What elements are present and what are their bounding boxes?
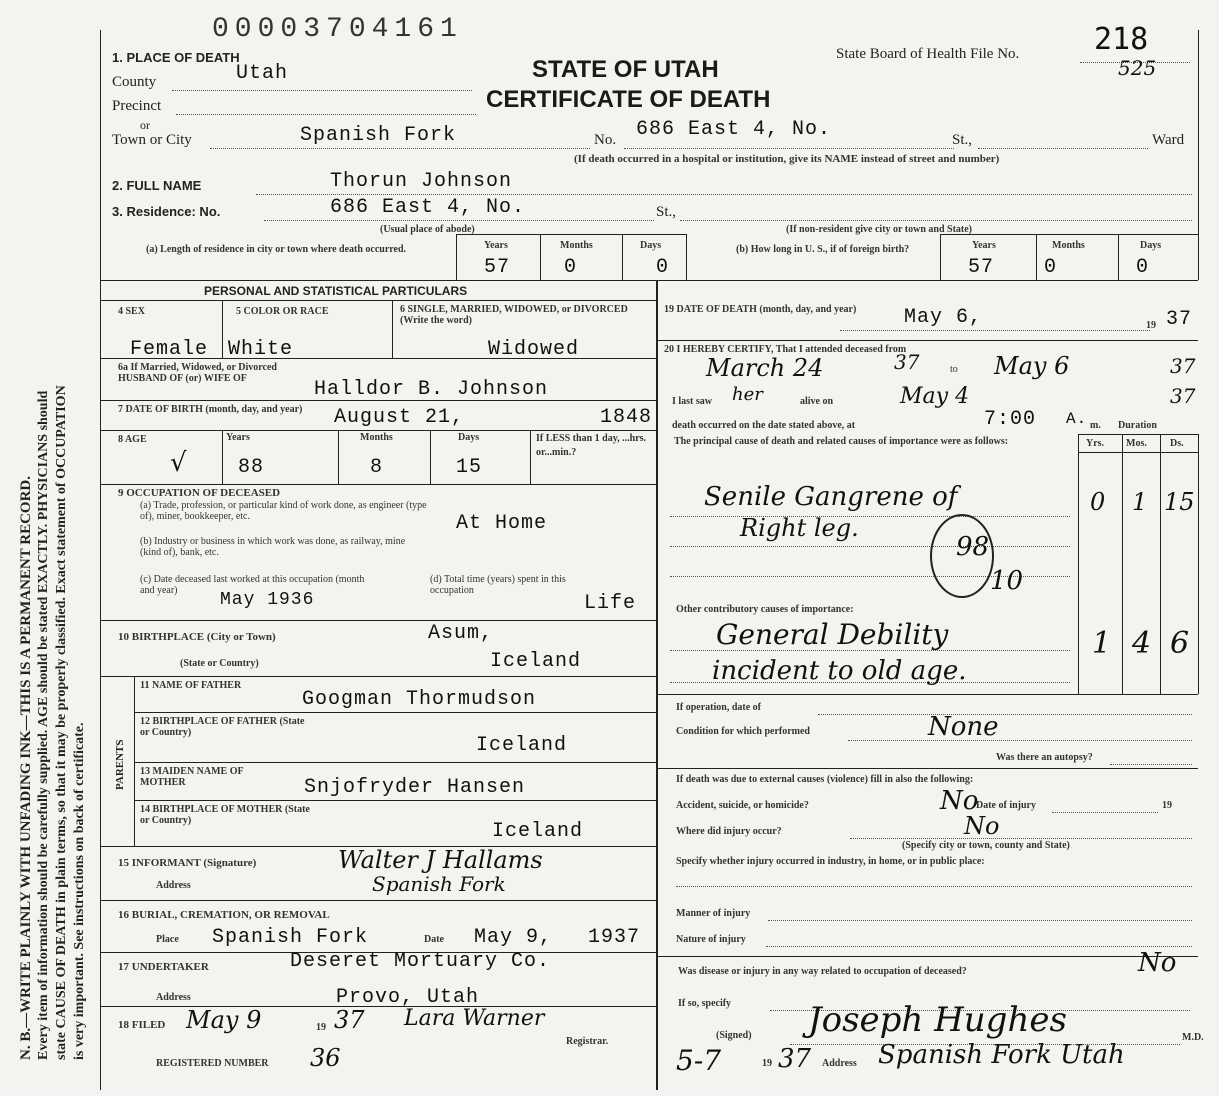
date-of-death-label: 19 DATE OF DEATH (month, day, and year) [664,304,857,315]
us-days-header: Days [1140,240,1162,251]
accident-value: No [940,786,979,816]
attended-to-year: 37 [1170,354,1196,378]
title-certificate: CERTIFICATE OF DEATH [486,86,771,113]
column-divider [656,280,658,1090]
occupation-related-value: No [1138,948,1177,978]
informant-signature: Walter J Hallams [338,846,543,874]
usual-abode-note: (Usual place of abode) [380,224,475,235]
margin-line-3: state CAUSE OF DEATH in plain terms, so that it may be properly classified. Exact statement of OCCUPATION [54,385,69,1060]
autopsy-label: Was there an autopsy? [996,752,1093,763]
physician-address: Spanish Fork Utah [878,1040,1125,1070]
where-injury-label: Where did injury occur? [676,826,782,837]
place-of-death-label: 1. PLACE OF DEATH [112,50,240,65]
us-residence-label: (b) How long in U. S., if of foreign birth? [736,244,910,255]
father-name-label: 11 NAME OF FATHER [140,680,242,691]
town-value: Spanish Fork [300,124,457,147]
alive-on-label: alive on [800,396,834,407]
dod-year-prefix: 19 [1146,320,1156,331]
dob-label: 7 DATE OF BIRTH (month, day, and year) [118,404,303,415]
us-years-header: Years [972,240,996,251]
st-label: St., [952,132,973,148]
undertaker-label: 17 UNDERTAKER [118,961,209,973]
file-number: 218 [1094,22,1149,57]
nature-label: Nature of injury [676,934,746,945]
residence-days: 0 [656,256,670,279]
sex-value: Female [130,338,209,361]
specify-city-note: (Specify city or town, county and State) [902,840,1070,851]
burial-label: 16 BURIAL, CREMATION, OR REMOVAL [118,909,330,921]
mos-header: Mos. [1126,438,1147,449]
marital-value: Widowed [488,338,580,361]
informant-label: 15 INFORMANT (Signature) [118,857,257,869]
serial-number: 00003704161 [212,14,463,45]
duration-label: Duration [1118,420,1157,431]
mother-birthplace: Iceland [492,820,584,843]
birthplace-state-label: (State or Country) [180,658,259,669]
undertaker-value: Deseret Mortuary Co. [290,950,551,973]
last-saw-pronoun: her [732,384,763,405]
contributory-cause-b: incident to old age. [712,656,967,686]
age-months-header: Months [360,432,393,443]
sign-date: 5-7 [676,1044,722,1077]
date-of-death: May 6, [904,306,983,329]
filed-label: 18 FILED [118,1019,166,1031]
filed-year: 37 [334,1006,365,1034]
occupation-d-label: (d) Total time (years) spent in this occupation [430,574,566,596]
father-birthplace-label: 12 BIRTHPLACE OF FATHER (State or Country) [140,716,305,738]
mother-birthplace-label: 14 BIRTHPLACE OF MOTHER (State or Country) [140,804,310,826]
registered-number: 36 [310,1044,341,1072]
contributory-ds: 6 [1170,626,1190,661]
total-time-value: Life [584,592,637,615]
registered-number-label: REGISTERED NUMBER [156,1058,269,1069]
birthplace-label: 10 BIRTHPLACE (City or Town) [118,631,276,643]
spouse-value: Halldor B. Johnson [314,378,549,401]
signed-label: (Signed) [716,1030,752,1041]
operation-label: If operation, date of [676,702,761,713]
residence-st-label: St., [656,204,677,220]
injury-year-prefix: 19 [1162,800,1172,811]
dod-year: 37 [1166,308,1193,331]
age-label: 8 AGE [118,434,147,445]
last-saw-label: I last saw [672,396,713,407]
death-ampm: A. [1066,410,1088,428]
attended-from: March 24 [706,354,824,382]
cause-code-1: 98 [956,532,990,562]
where-injury-value: No [964,812,1000,840]
length-residence-label: (a) Length of residence in city or town where death occurred. [146,244,407,255]
contributory-cause: General Debility [716,618,949,651]
parents-side-label: PARENTS [114,739,126,790]
occupation-c-label: (c) Date deceased last worked at this occupation (month and year) [140,574,365,596]
nonresident-note: (If non-resident give city or town and State) [786,224,973,235]
town-label: Town or City [112,132,192,148]
full-name-label: 2. FULL NAME [112,178,202,193]
physician-address-label: Address [822,1058,857,1069]
burial-place-label: Place [156,934,179,945]
manner-label: Manner of injury [676,908,751,919]
cause-1-ds: 15 [1164,488,1195,516]
occupation-value: At Home [456,512,548,535]
full-name-value: Thorun Johnson [330,170,513,193]
sign-year-prefix: 19 [762,1058,772,1069]
county-value: Utah [236,62,289,85]
occupation-a-label: (a) Trade, profession, or particular kind of work done, as engineer (type of), miner, bookkeeper, etc. [140,500,427,522]
or-label: or [140,118,150,132]
spouse-label: 6a If Married, Widowed, or Divorced HUSBAND OF (or) WIFE OF [118,362,277,384]
filed-date: May 9 [186,1006,262,1034]
external-causes-label: If death was due to external causes (violence) fill in also the following: [676,774,974,785]
occupation-label: 9 OCCUPATION OF DECEASED [118,487,281,499]
operation-value: None [928,712,999,742]
cause-1-mos: 1 [1132,488,1148,516]
us-months-header: Months [1052,240,1085,251]
age-days: 15 [456,456,483,479]
undertaker-address-label: Address [156,992,191,1003]
residence-value: 686 East 4, No. [330,196,526,219]
margin-line-2: Every item of information should be carefully supplied. AGE should be stated EXACTLY. PHYSICIANS should [36,390,51,1060]
cause-1: Senile Gangrene of [704,482,958,512]
last-worked-value: May 1936 [220,590,315,610]
hospital-note: (If death occurred in a hospital or institution, give its NAME instead of street and number) [574,153,1000,165]
injury-date-label: Date of injury [976,800,1036,811]
death-time: 7:00 [984,408,1037,431]
yrs-header: Yrs. [1086,438,1105,449]
cause-label: The principal cause of death and related causes of importance were as follows: [674,436,1009,447]
residence-label: 3. Residence: No. [112,204,221,219]
burial-place: Spanish Fork [212,926,369,949]
cause-1b: Right leg. [740,514,859,542]
condition-label: Condition for which performed [676,726,810,737]
age-years: 88 [238,456,265,479]
months-header: Months [560,240,593,251]
registrar-signature: Lara Warner [404,1006,545,1031]
personal-header: PERSONAL AND STATISTICAL PARTICULARS [204,284,468,298]
us-years: 57 [968,256,995,279]
color-value: White [228,338,294,361]
sex-label: 4 SEX [118,306,145,317]
age-checkmark: √ [170,448,187,478]
age-years-header: Years [226,432,250,443]
age-months: 8 [370,456,384,479]
file-number-secondary: 525 [1118,56,1157,80]
occupation-b-label: (b) Industry or business in which work was done, as railway, mine (kind of), bank, etc. [140,536,406,558]
margin-line-1: N. B.—WRITE PLAINLY WITH UNFADING INK—THIS IS A PERMANENT RECORD. [18,476,34,1060]
us-months: 0 [1044,256,1058,279]
ward-label: Ward [1152,132,1185,148]
attended-from-year: 37 [894,350,920,374]
mother-name: Snjofryder Hansen [304,776,526,799]
residence-months: 0 [564,256,578,279]
age-days-header: Days [458,432,480,443]
us-days: 0 [1136,256,1150,279]
right-border [1198,30,1199,280]
cause-code-2: 10 [990,566,1024,596]
death-time-label: death occurred on the date stated above, at [672,420,856,431]
precinct-label: Precinct [112,98,162,114]
section-divider [100,280,1198,281]
file-number-label: State Board of Health File No. [836,46,1020,62]
dob-year: 1848 [600,406,653,429]
last-saw-year: 37 [1170,384,1196,408]
occupation-related-label: Was disease or injury in any way related to occupation of deceased? [678,966,967,977]
title-state: STATE OF UTAH [532,56,719,83]
street-value: 686 East 4, No. [636,118,832,141]
father-birthplace: Iceland [476,734,568,757]
m-label: m. [1090,420,1101,431]
less-than-day-label: If LESS than 1 day, ...hrs. or...min.? [536,433,647,458]
color-label: 5 COLOR OR RACE [236,306,329,317]
attended-to: May 6 [994,352,1070,380]
margin-line-4: is very important. See instructions on back of certificate. [72,722,87,1060]
sign-year: 37 [778,1044,812,1074]
contributory-yrs: 1 [1092,626,1112,661]
burial-year: 1937 [588,926,641,949]
last-saw-date: May 4 [900,384,970,409]
left-border [100,30,101,1090]
contributory-mos: 4 [1132,626,1152,661]
residence-years: 57 [484,256,511,279]
ds-header: Ds. [1170,438,1184,449]
undertaker-address: Provo, Utah [336,986,480,1009]
md-label: M.D. [1182,1032,1204,1043]
father-name: Googman Thormudson [302,688,537,711]
street-no-label: No. [594,132,617,148]
dob-value: August 21, [334,406,465,429]
burial-date: May 9, [474,926,553,949]
marital-label: 6 SINGLE, MARRIED, WIDOWED, or DIVORCED (Write the word) [400,304,628,326]
mother-name-label: 13 MAIDEN NAME OF MOTHER [140,766,244,788]
to-label: to [950,364,958,375]
registrar-label: Registrar. [566,1036,609,1047]
days-header: Days [640,240,662,251]
informant-address: Spanish Fork [372,872,506,896]
certify-label: 20 I HEREBY CERTIFY, That I attended deceased from [664,344,907,355]
birthplace-country: Iceland [490,650,582,673]
industry-label: Specify whether injury occurred in industry, in home, or in public place: [676,856,985,867]
burial-date-label: Date [424,934,444,945]
filed-year-prefix: 19 [316,1022,326,1033]
if-so-label: If so, specify [678,998,732,1009]
contributory-label: Other contributory causes of importance: [676,604,854,615]
cause-1-yrs: 0 [1090,488,1106,516]
physician-signature: Joseph Hughes [808,1000,1067,1040]
county-label: County [112,74,157,90]
informant-address-label: Address [156,880,191,891]
birthplace-city: Asum, [428,622,494,645]
accident-label: Accident, suicide, or homicide? [676,800,809,811]
years-header: Years [484,240,508,251]
